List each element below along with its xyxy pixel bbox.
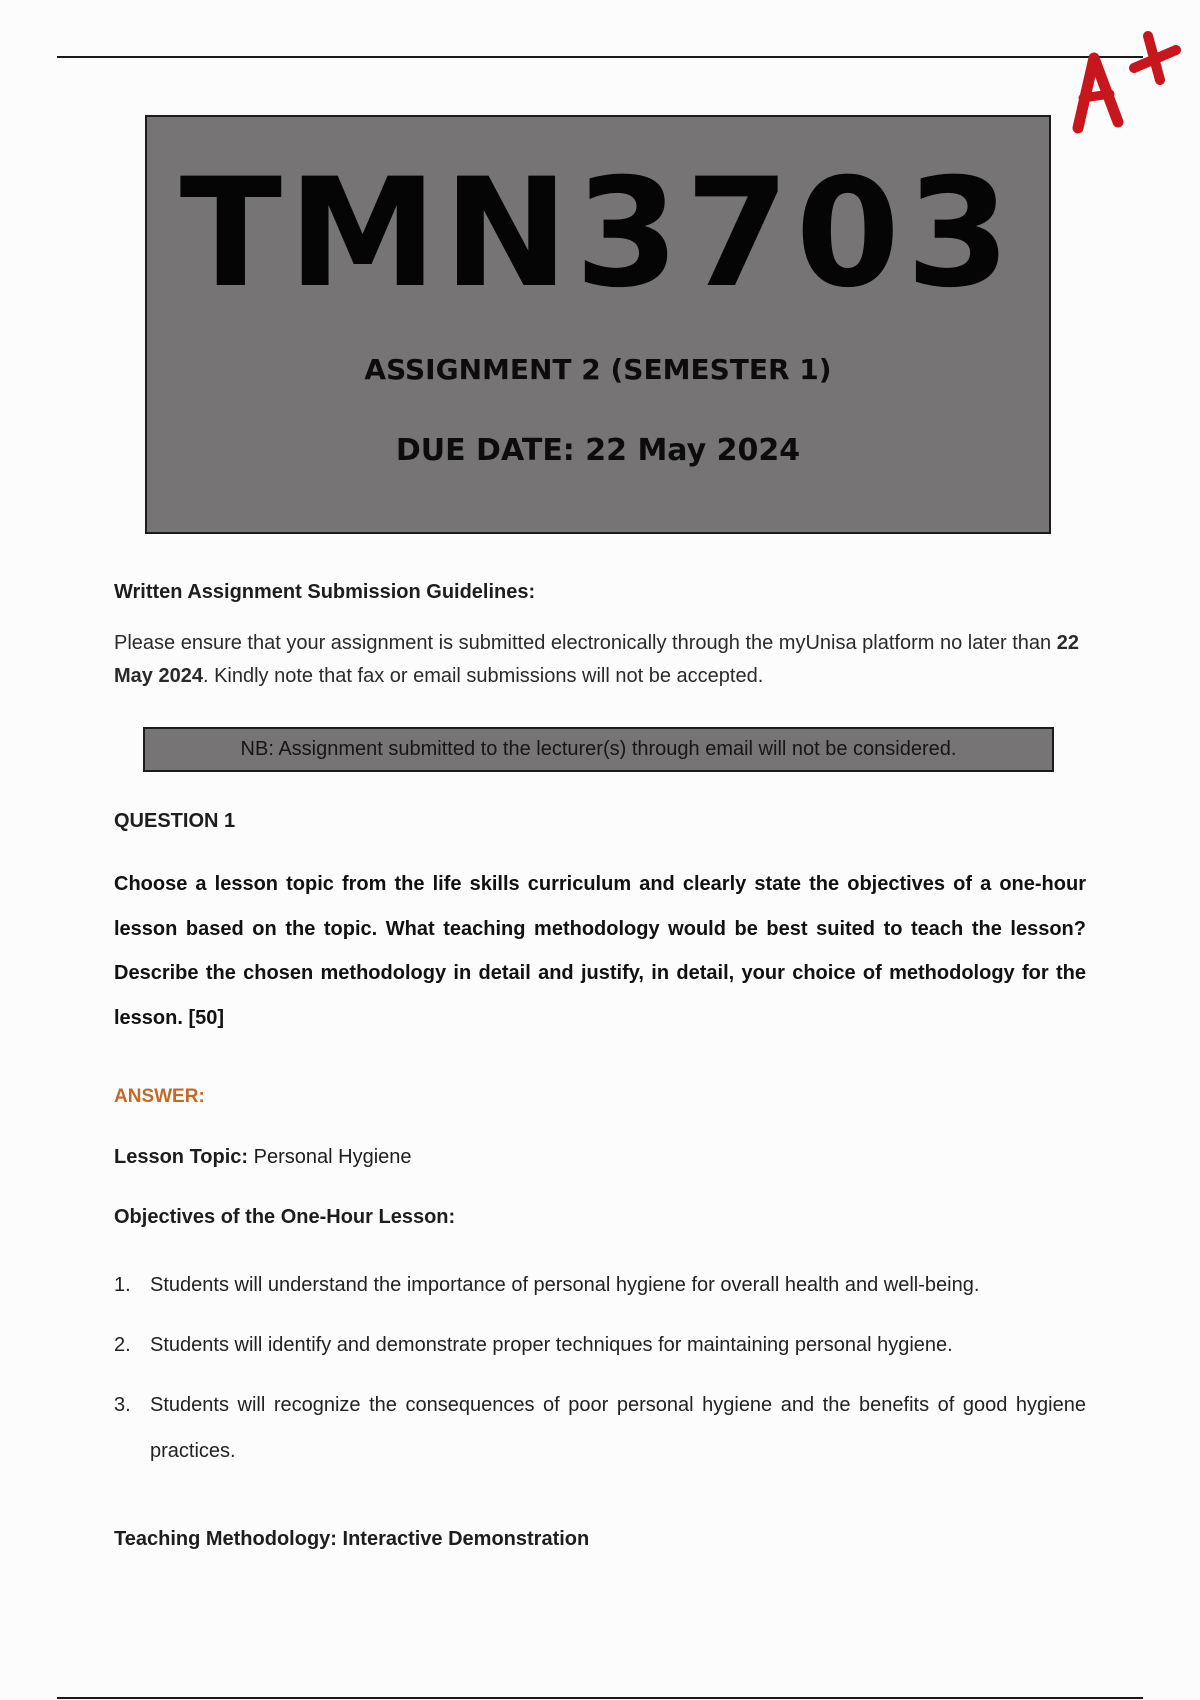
guidelines-text xyxy=(114,627,1086,693)
teaching-methodology-heading: Teaching Methodology: Interactive Demonstration xyxy=(114,1528,590,1550)
assignment-title: ASSIGNMENT 2 (SEMESTER 1) xyxy=(364,353,832,386)
objective-item xyxy=(114,1322,1086,1368)
lesson-topic xyxy=(114,1146,1086,1169)
objective-text: Students will identify and demonstrate proper techniques for maintaining personal hygiene. xyxy=(150,1334,953,1356)
lesson-topic-value: Personal Hygiene xyxy=(248,1146,412,1168)
objective-number: 1. xyxy=(114,1274,131,1296)
course-code: TMN3703 xyxy=(179,147,1017,321)
objective-text: Students will recognize the consequences of poor personal hygiene and the benefits of good hygiene practices. xyxy=(150,1394,1086,1462)
due-date: DUE DATE: 22 May 2024 xyxy=(395,433,801,468)
objective-number: 3. xyxy=(114,1394,131,1416)
objective-item xyxy=(114,1262,1086,1308)
answer-label: ANSWER: xyxy=(114,1086,205,1107)
objective-item xyxy=(114,1382,1086,1474)
cover-block xyxy=(145,115,1051,534)
guidelines-deadline: 22 May 2024 xyxy=(114,632,1079,687)
grade-a-plus-mark xyxy=(1066,28,1186,138)
lesson-topic-label: Lesson Topic: xyxy=(114,1146,249,1168)
bottom-rule xyxy=(57,1697,1143,1699)
top-rule xyxy=(57,56,1143,58)
email-notice-box: NB: Assignment submitted to the lecturer(s) through email will not be considered. xyxy=(143,727,1054,772)
guidelines-text-part2: . Kindly note that fax or email submissions will not be accepted. xyxy=(202,665,764,687)
objectives-heading: Objectives of the One-Hour Lesson: xyxy=(114,1206,456,1228)
question-heading: QUESTION 1 xyxy=(114,810,236,832)
guidelines-text-part1: Please ensure that your assignment is submitted electronically through the myUnisa platform no later than xyxy=(114,632,1057,654)
objectives-list xyxy=(114,1262,1086,1488)
objective-text: Students will understand the importance of personal hygiene for overall health and well-being. xyxy=(150,1274,980,1296)
guidelines-heading: Written Assignment Submission Guidelines: xyxy=(114,581,536,603)
question-text: Choose a lesson topic from the life skills curriculum and clearly state the objectives of a one-hour lesson based on the topic. What teaching methodology would be best suited to teach the lesson? Describe the chosen methodology in detail and justify, in detail, your choice of methodology for the lesson. [50] xyxy=(114,873,1086,1029)
objective-number: 2. xyxy=(114,1334,131,1356)
